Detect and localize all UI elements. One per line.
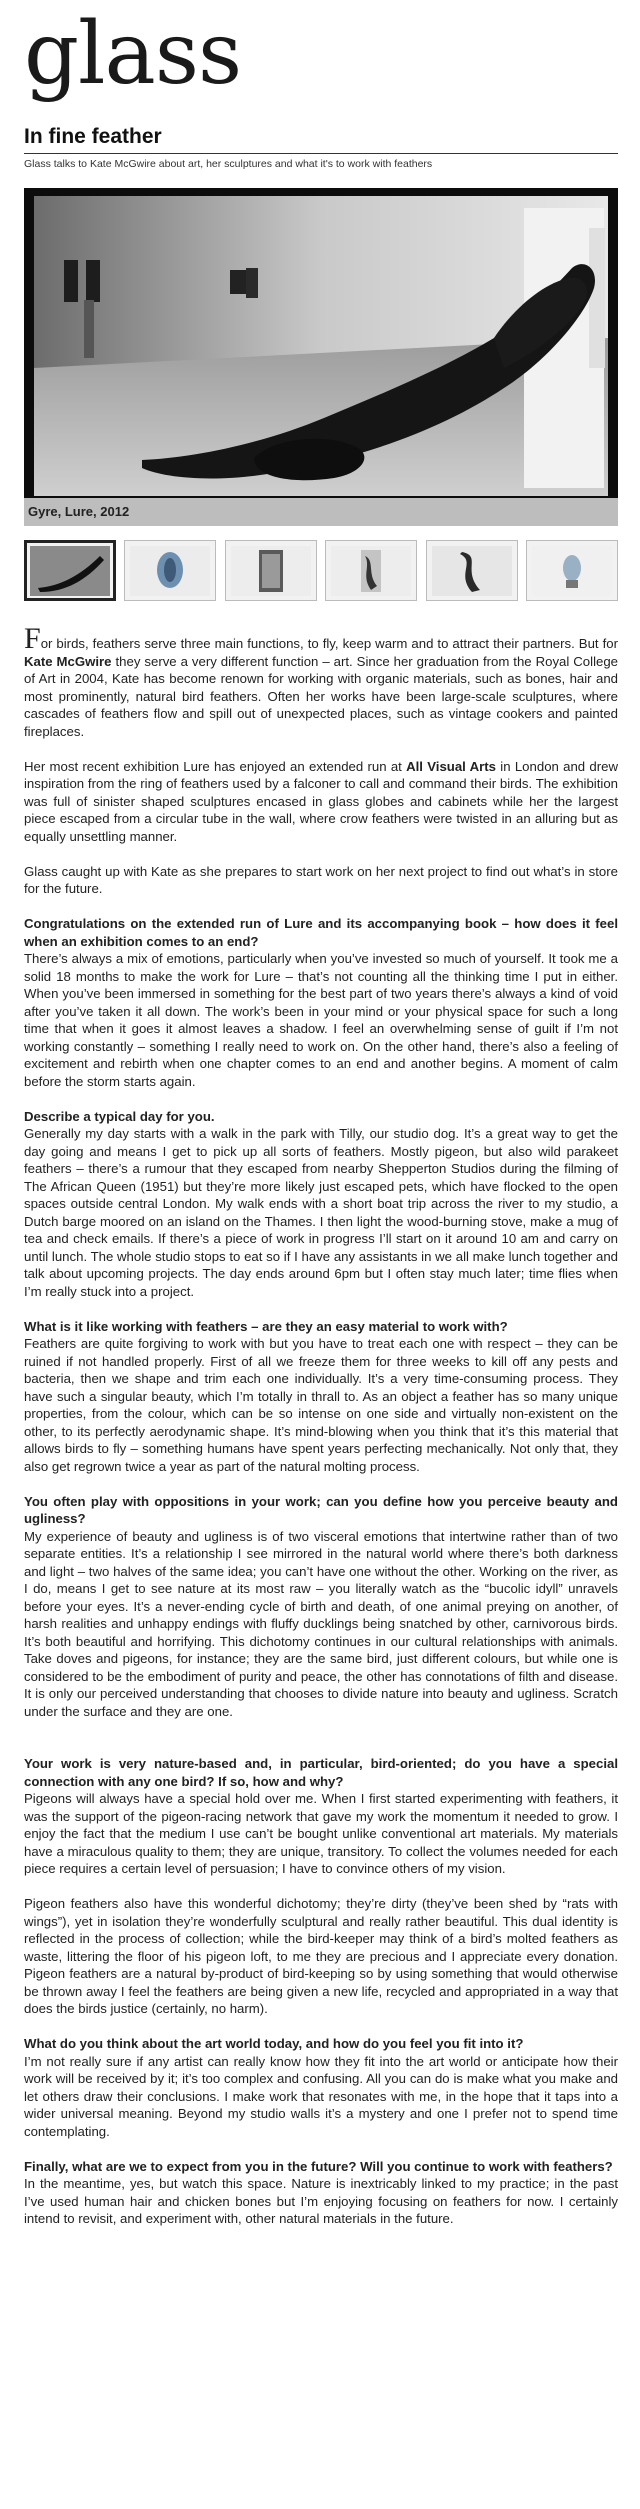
gallery-photo	[24, 188, 618, 526]
masthead	[24, 0, 618, 125]
intro-text-2b: in London and drew inspiration from the ring of feathers used by a falconer to call and command their birds. The exhibition was full of sinister shaped sculptures encased in glass globes and cabinets while her the largest piece escaped from a circular tube in the wall, where crow feathers were twisted in an alluring but as equally unsettling manner.	[24, 758, 619, 844]
article-subtitle: Glass talks to Kate McGwire about art, her sculptures and what it's to work with feathers	[24, 158, 433, 170]
question-5: Your work is very nature-based and, in particular, bird-oriented; do you have a special connection with any one bird? If so, how and why?	[24, 1756, 618, 1789]
answer-3: Feathers are quite forgiving to work with but you have to treat each one with respect – they can be ruined if not handled properly. First of all we freeze them for three weeks to kill off any pests and bacteria, then we shape and trim each one individually. It’s a very time-consuming process. They have such a singular beauty, which I’m totally in thrall to. As an object a feather has so many unique properties, from the colour, which can be so intense on one side and virtually non-existent on the other, to its perfectly aerodynamic shape. It’s mind-blowing when you think that it’s this material that allows birds to fly – something humans have spent years perfecting mechanically. Not only that, they also get regrown twice a year as part of the natural molting process.	[24, 1336, 618, 1474]
question-2: Describe a typical day for you.	[24, 1108, 215, 1124]
hero-image	[24, 188, 618, 526]
drop-cap: F	[24, 622, 41, 655]
site-logo[interactable]: glass	[24, 4, 242, 104]
question-3: What is it like working with feathers – are they an easy material to work with?	[24, 1318, 508, 1334]
question-1: Congratulations on the extended run of Lure and its accompanying book – how does it feel when an exhibition comes to an end?	[24, 916, 618, 949]
answer-4: My experience of beauty and ugliness is of two visceral emotions that intertwine rather than of two separate entities. It’s a relationship I see mirrored in the natural world where there’s both darkness and light – two halves of the same idea; you can’t have one without the other. Working on the river, as I do, means I get to see nature at its most raw – you literally watch as the “bucolic idyll” unravels before your eyes. It’s a never-ending cycle of birth and death, of one animal preying on another, of harsh realities and unhappy endings with fluffy ducklings being snatched by other, carnivorous birds. It’s both beautiful and horrifying. This dichotomy continues in our cultural relationships with animals. Take doves and pigeons, for instance; they are the same bird, just different colours, but while one is considered to be the embodiment of purity and peace, the other has connotations of filth and disease. It is only our perceived understanding that chooses to divide nature into beauty and ugliness. Scratch under the surface and they are one.	[24, 1528, 618, 1719]
answer-1: There’s always a mix of emotions, particularly when you’ve invested so much of yourself. It took me a solid 18 months to make the work for Lure – that’s not counting all the thinking time I put in either. When you’ve been immersed in something for the best part of two years there’s always a kind of void after you’ve taken it all down. The work’s been in your mind or your physical space for such a long time that when it goes it almost leaves a shadow. I feel an overwhelming sense of guilt if I’m not working constantly – something I really need to work on. On the other hand, there’s also a feeling of excitement and rebirth when one chapter comes to an end and another begins. A moment of calm before the storm starts again.	[24, 951, 618, 1089]
intro-paragraph-3: Glass caught up with Kate as she prepares to start work on her next project to find out what’s in store for the future.	[24, 863, 618, 896]
gallery-name: All Visual Arts	[406, 758, 497, 774]
answer-2: Generally my day starts with a walk in the park with Tilly, our studio dog. It’s a great way to get the day going and means I get to pick up all sorts of feathers. Mostly pigeon, but also wild parakeet feathers – there’s a rumour that they escaped from nearby Shepperton Studios during the filming of The African Queen (1951) but they’re more likely just escaped pets, which have flocked to the open spaces outside central London. My walk ends with a short boat trip across the river to my studio, a Dutch barge moored on an island on the Thames. I then light the wood-burning stove, make a mug of tea and check emails. If there’s a piece of work in progress I’ll start on it around 10 am and carry on until lunch. The whole studio stops to eat so if I have any assistants in we all make lunch together and talk about upcoming projects. The day ends around 6pm but I often stay much later; time flies when I’m really stuck into a project.	[24, 1126, 618, 1299]
artist-name: Kate McGwire	[24, 653, 112, 669]
hero-caption: Gyre, Lure, 2012	[28, 504, 130, 519]
intro-text-1a: or birds, feathers serve three main functions, to fly, keep warm and to attract their partners. But for	[40, 636, 618, 651]
title-divider	[24, 153, 618, 154]
answer-5-part-1: Pigeons will always have a special hold over me. When I first started experimenting with feathers, it was the support of the pigeon-racing network that gave my work the momentum it needed to grow. I enjoy the fact that the medium I use can’t be bought unlike conventional art materials. My materials have a miraculous quality to them; they are unique, transitory. To collect the volumes needed for each piece requires a certain level of persuasion; I have to convince others of my vision.	[24, 1791, 618, 1876]
intro-paragraph-2	[24, 758, 618, 846]
small-globe-thumb[interactable]	[526, 540, 618, 601]
hero-caption-bar	[24, 498, 618, 526]
page	[24, 0, 618, 2245]
question-6: What do you think about the art world today, and how do you feel you fit into it?	[24, 2036, 524, 2051]
answer-7: In the meantime, yes, but watch this space. Nature is inextricably linked to my practice; in the past I’ve used human hair and chicken bones but I’m enjoying focusing on feathers for now. I certainly intend to revisit, and experiment with, other natural materials in the future.	[24, 2176, 618, 2226]
question-7: Finally, what are we to expect from you in the future? Will you continue to work with feathers?	[24, 2158, 613, 2174]
cabinet-thumb[interactable]	[225, 540, 317, 601]
section-spacer	[24, 1738, 618, 1756]
answer-6: I’m not really sure if any artist can really know how they fit into the art world or anticipate how their work will be received by it; it’s too complex and confusing. All you can do is make what you make and let others draw their conclusions. I make work that resonates with me, in the hope that it taps into a wider universal meaning. Beyond my studio walls it’s a mystery and one I prefer not to spend time contemplating.	[24, 2053, 618, 2139]
article-body	[24, 622, 619, 2228]
article-title: In fine feather	[24, 125, 162, 148]
dark-vessel-thumb[interactable]	[325, 540, 417, 601]
thumbnail-strip	[24, 540, 618, 601]
answer-5-part-2: Pigeon feathers also have this wonderful dichotomy; they’re dirty (they’ve been shed by “rats with wings”), yet in isolation they’re wonderfully sculptural and really rather beautiful. This dual identity is reflected in the process of collection; while the bird-keeper may think of a bird’s molted feathers as waste, littering the floor of his pigeon loft, to me they are precious and I appreciate every donation. Pigeon feathers are a natural by-product of bird-keeping so by using something that would otherwise be thrown away I feel the feathers are being given a new life, recycled and appropriated in a way that does the birds justice (certainly, no harm).	[24, 1896, 618, 2016]
question-4: You often play with oppositions in your work; can you define how you perceive beauty and ugliness?	[24, 1493, 618, 1526]
gyre-sculpture-thumb[interactable]	[24, 540, 116, 601]
intro-text-2a: Her most recent exhibition Lure has enjoyed an extended run at	[24, 758, 407, 774]
intro-text-1b: they serve a very different function – art. Since her graduation from the Royal College of Art in 2004, Kate has become renown for working with organic materials, such as bones, hair and most prominently, natural bird feathers. Often her works have been large-scale sculptures, where cascades of feathers flow and spill out of unexpected places, such as vintage cookers and painted fireplaces.	[24, 653, 619, 739]
intro-paragraph-1	[24, 622, 619, 740]
twisted-feather-thumb[interactable]	[426, 540, 518, 601]
blue-globe-thumb[interactable]	[124, 540, 216, 601]
